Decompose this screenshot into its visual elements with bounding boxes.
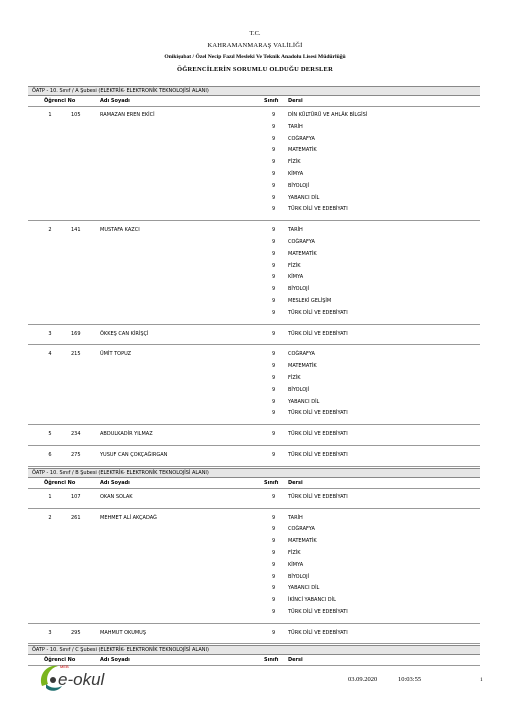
class-level: 9 [272, 526, 276, 533]
student-name: RAMAZAN EREN EKİCİ [100, 112, 155, 118]
row-index: 3 [48, 330, 52, 337]
class-level: 9 [272, 286, 276, 293]
table-row [28, 513, 480, 525]
student-name: ABDULKADİR YILMAZ [100, 431, 153, 438]
student-name: YUSUF CAN ÇOKÇAĞIRGAN [100, 451, 168, 458]
course-name: KİMYA [288, 561, 304, 568]
student-name: ÜMİT TOPUZ [100, 351, 132, 358]
class-level: 9 [272, 147, 276, 154]
course-name: FİZİK [288, 262, 301, 269]
col-header-dersi: Dersi [288, 479, 303, 486]
course-name: MATEMATİK [288, 250, 317, 257]
class-level: 9 [272, 112, 276, 118]
col-header-sinifi: Sınıfı [264, 479, 279, 486]
student-name: ÖKKEŞ CAN KİRİŞÇİ [100, 330, 149, 337]
course-name: TÜRK DİLİ VE EDEBİYATI [288, 410, 348, 417]
course-name: BİYOLOJİ [288, 573, 310, 580]
document-header [0, 28, 510, 75]
class-level: 9 [272, 135, 276, 142]
row-index: 3 [48, 629, 52, 636]
row-index: 2 [48, 514, 52, 521]
class-level: 9 [272, 262, 276, 269]
class-level: 9 [272, 159, 276, 166]
col-header-ogrenci-no: Öğrenci No [44, 479, 76, 486]
header-school: Onikişubat / Özel Necip Fazıl Mesleki Ve Teknik Anadolu Lisesi Müdürlüğü [164, 54, 346, 60]
print-time: 10:03:55 [398, 676, 422, 683]
course-name: TÜRK DİLİ VE EDEBİYATI [288, 451, 348, 458]
class-level: 9 [272, 585, 276, 592]
student-record [28, 107, 480, 221]
logo-meb-text: MEB [60, 664, 69, 669]
course-name: TÜRK DİLİ VE EDEBİYATI [288, 309, 348, 316]
table-row [28, 492, 480, 504]
course-name: TÜRK DİLİ VE EDEBİYATI [288, 608, 348, 615]
col-header-adi-soyadi: Adı Soyadı [100, 657, 130, 664]
course-name: TÜRK DİLİ VE EDEBİYATI [288, 493, 348, 500]
table-row [28, 249, 480, 261]
table-row [28, 385, 480, 397]
course-name: TÜRK DİLİ VE EDEBİYATI [288, 629, 348, 636]
table-row [28, 536, 480, 548]
table-row [28, 261, 480, 273]
table-row [28, 134, 480, 146]
row-index: 2 [48, 227, 52, 234]
course-name: TÜRK DİLİ VE EDEBİYATI [288, 330, 348, 337]
student-record [28, 346, 480, 425]
course-name: YABANCI DİL [288, 194, 320, 201]
course-name: COĞRAFYA [288, 526, 315, 533]
row-index: 1 [48, 112, 52, 118]
document-title: ÖĞRENCİLERİN SORUMLU OLDUĞU DERSLER [177, 66, 333, 73]
row-index: 1 [48, 493, 52, 500]
student-number: 141 [71, 227, 81, 234]
student-record [28, 625, 480, 645]
student-number: 107 [71, 493, 81, 500]
course-name: BİYOLOJİ [288, 182, 310, 189]
class-level: 9 [272, 123, 276, 130]
class-level: 9 [272, 206, 276, 213]
table-row [28, 397, 480, 409]
course-name: BİYOLOJİ [288, 386, 310, 393]
course-name: FİZİK [288, 159, 301, 166]
class-level: 9 [272, 351, 276, 358]
student-number: 215 [71, 351, 81, 358]
col-header-sinifi: Sınıfı [264, 98, 279, 104]
class-level: 9 [272, 629, 276, 636]
course-name: MESLEKİ GELİŞİM [288, 297, 332, 304]
course-name: TARİH [288, 123, 303, 130]
student-number: 295 [71, 629, 81, 636]
course-name: TÜRK DİLİ VE EDEBİYATI [288, 206, 348, 213]
course-name: TÜRK DİLİ VE EDEBİYATI [288, 431, 348, 438]
student-number: 105 [71, 112, 81, 118]
student-number: 275 [71, 451, 81, 458]
student-name: MEHMET ALİ AKÇADAĞ [100, 514, 157, 521]
class-level: 9 [272, 608, 276, 615]
table-row [28, 272, 480, 284]
page-number: 1 [480, 677, 483, 683]
class-level: 9 [272, 374, 276, 381]
class-level: 9 [272, 431, 276, 438]
class-level: 9 [272, 170, 276, 177]
table-row [28, 204, 480, 216]
course-name: KİMYA [288, 170, 304, 177]
table-row [28, 408, 480, 420]
table-row [28, 225, 480, 237]
col-header-sinifi: Sınıfı [264, 657, 279, 664]
course-name: YABANCI DİL [288, 398, 320, 405]
col-header-adi-soyadi: Adı Soyadı [100, 98, 130, 104]
course-name: KİMYA [288, 274, 304, 281]
table-row [28, 193, 480, 205]
col-header-dersi: Dersi [288, 657, 303, 664]
class-level: 9 [272, 451, 276, 458]
row-index: 6 [48, 451, 52, 458]
course-name: COĞRAFYA [288, 351, 315, 358]
course-name: YABANCI DİL [288, 585, 320, 592]
class-level: 9 [272, 573, 276, 580]
section-title: ÖATP - 10. Sınıf / A Şubesi (ELEKTRİK- ELEKTRONİK TEKNOLOJİSİ ALANI) [28, 86, 480, 96]
student-record [28, 222, 480, 324]
class-level: 9 [272, 386, 276, 393]
class-level: 9 [272, 182, 276, 189]
class-level: 9 [272, 330, 276, 337]
student-name: MAHMUT OKUMUŞ [100, 629, 146, 636]
class-level: 9 [272, 410, 276, 417]
student-record [28, 426, 480, 446]
section-title: ÖATP - 10. Sınıf / C Şubesi (ELEKTRİK- ELEKTRONİK TEKNOLOJİSİ ALANI) [28, 645, 480, 655]
student-number: 169 [71, 330, 81, 337]
course-name: DİN KÜLTÜRÜ VE AHLÂK BİLGİSİ [288, 112, 368, 118]
table-row [28, 583, 480, 595]
class-level: 9 [272, 538, 276, 545]
class-level: 9 [272, 250, 276, 257]
table-row [28, 429, 480, 441]
column-header-row [28, 96, 480, 107]
table-row [28, 628, 480, 640]
student-number: 234 [71, 431, 81, 438]
table-row [28, 373, 480, 385]
course-name: MATEMATİK [288, 363, 317, 370]
class-level: 9 [272, 227, 276, 234]
section-title: ÖATP - 10. Sınıf / B Şubesi (ELEKTRİK- ELEKTRONİK TEKNOLOJİSİ ALANI) [28, 468, 480, 478]
report-table [28, 86, 480, 666]
class-level: 9 [272, 194, 276, 201]
logo-text: e-okul [58, 670, 105, 689]
row-index: 5 [48, 431, 52, 438]
class-level: 9 [272, 363, 276, 370]
class-level: 9 [272, 514, 276, 521]
header-tc: T.C. [249, 30, 261, 37]
course-name: BİYOLOJİ [288, 286, 310, 293]
table-row [28, 145, 480, 157]
class-level: 9 [272, 274, 276, 281]
table-row [28, 524, 480, 536]
course-name: COĞRAFYA [288, 238, 315, 245]
column-header-row [28, 478, 480, 489]
student-record [28, 326, 480, 346]
class-level: 9 [272, 561, 276, 568]
student-name: MUSTAFA KAZCI [100, 227, 140, 234]
table-row [28, 110, 480, 122]
table-row [28, 169, 480, 181]
table-row [28, 595, 480, 607]
class-level: 9 [272, 549, 276, 556]
page-footer [0, 648, 510, 708]
student-record [28, 510, 480, 624]
table-row [28, 296, 480, 308]
course-name: COĞRAFYA [288, 135, 315, 142]
class-level: 9 [272, 398, 276, 405]
row-index: 4 [48, 351, 52, 358]
course-name: FİZİK [288, 549, 301, 556]
table-row [28, 607, 480, 619]
table-row [28, 361, 480, 373]
table-row [28, 284, 480, 296]
student-name: OKAN SOLAK [100, 493, 133, 500]
table-row [28, 329, 480, 341]
eokul-logo-icon [36, 656, 116, 696]
logo-dot [50, 677, 56, 683]
student-number: 261 [71, 514, 81, 521]
table-row [28, 548, 480, 560]
col-header-adi-soyadi: Adı Soyadı [100, 479, 130, 486]
class-level: 9 [272, 493, 276, 500]
table-row [28, 450, 480, 462]
table-row [28, 157, 480, 169]
table-row [28, 181, 480, 193]
class-level: 9 [272, 309, 276, 316]
course-name: MATEMATİK [288, 538, 317, 545]
course-name: TARİH [288, 227, 303, 234]
eokul-logo [36, 656, 116, 696]
table-row [28, 308, 480, 320]
class-level: 9 [272, 597, 276, 604]
print-date: 03.09.2020 [348, 676, 378, 683]
col-header-ogrenci-no: Öğrenci No [44, 657, 76, 664]
table-row [28, 122, 480, 134]
header-valilik: KAHRAMANMARAŞ VALİLİĞİ [207, 42, 303, 49]
course-name: TARİH [288, 514, 303, 521]
course-name: İKİNCİ YABANCI DİL [288, 597, 336, 604]
logo-swoosh [41, 666, 58, 686]
col-header-ogrenci-no: Öğrenci No [44, 98, 76, 104]
table-row [28, 349, 480, 361]
course-name: MATEMATİK [288, 147, 317, 154]
class-level: 9 [272, 297, 276, 304]
table-row [28, 237, 480, 249]
student-record [28, 447, 480, 467]
table-row [28, 572, 480, 584]
col-header-dersi: Dersi [288, 98, 303, 104]
class-level: 9 [272, 238, 276, 245]
table-row [28, 560, 480, 572]
student-record [28, 489, 480, 509]
course-name: FİZİK [288, 374, 301, 381]
